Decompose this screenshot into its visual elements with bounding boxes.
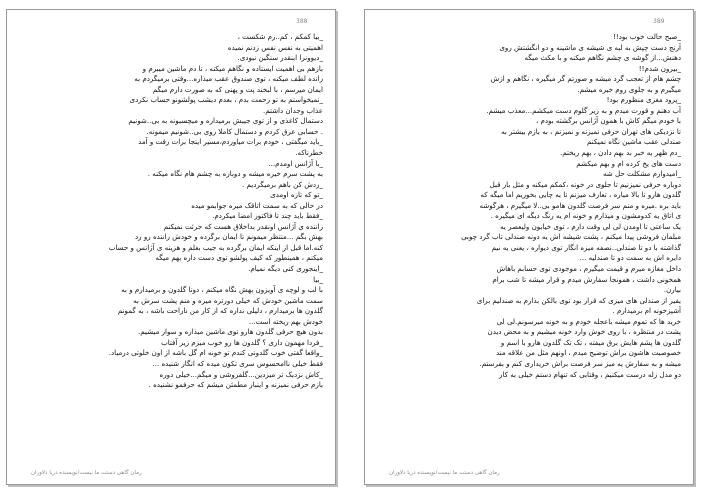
text-line: بازم حرفی نمیزنه و اینبار مطمئن میشم که حرفمو نشنیده .: [148, 380, 323, 390]
text-line: ایمان میرسم ، با لبخند پت و پهنی که به صورت دارم میگم: [152, 84, 323, 94]
text-line: _باید میگفتی ، خودم برات میاوردم،مسیر اینجا برات رفت و آمد: [138, 137, 323, 147]
text-line: خرید ها که تموم میشه باعجله خودم و به خونه میرسونم.لی لی: [496, 316, 681, 326]
text-line: _تو که تازه اومدی: [270, 190, 323, 200]
page-footer: رمان گاهی دستت ما نیست/نویسنده دریا دلاوران: [389, 470, 500, 476]
text-line: _اینجوری کنی دیگه نمیام.: [248, 264, 323, 274]
text-line: بدون هیچ حرفی گلدون هارو توی ماشین میذاره و سوار میشیم.: [137, 327, 323, 337]
text-line: _نمیخواستم به تو زحمت بدم ، بعدم دیشب پولشونو حساب نکردی: [129, 95, 323, 105]
text-line: _بیا: [313, 274, 323, 284]
left-page: [6, 9, 336, 485]
right-page: [364, 9, 694, 485]
text-line: دهنش...از گوشه ی چشم نگاهم میکنه و با مکث میگه: [524, 53, 681, 63]
page-footer: رمان گاهی دستت ما نیست/نویسنده دریا دلاوران: [31, 470, 142, 476]
text-line: دست های یخ کرده ام و بهم میکشم: [576, 158, 681, 168]
text-line: عذاب وجدان داشتم.: [262, 105, 323, 115]
text-line: بهش بگم ...منتظر میمونم تا ایمان برگرده و خودش راننده رو رد: [135, 232, 323, 242]
text-line: _فقط باید چند تا فاکتور امضا میکردم.: [212, 211, 323, 221]
text-line: _دم ظهر به خبر بد بهم دادن ، بهم ریختم.: [560, 148, 681, 158]
text-line: خطرناکه.: [295, 148, 323, 158]
text-line: کنه.اما قبل از اینکه ایمان برگرده به جیب بغلم و هزینه ی آژانس و حساب: [108, 242, 323, 252]
text-line: میگیرم و به جلوی روم خیره میشم.: [577, 84, 681, 94]
text-line: میشه و به سفارش یه میز سر فرصت براش خریداری کنم و بفرستم.: [479, 358, 681, 368]
text-line: گلدون ها برمیدارم ، دلیلی نداره که از کار من ناراحت باشه ، به گمونم: [117, 306, 323, 316]
text-line: در حالی که به سمت اتاقک میره جوابمو میده: [191, 200, 323, 210]
text-line: _بیا کمکم ، کم..رم شکست ،: [237, 32, 323, 41]
text-line: مبلمان فروشی پیدا میکنم ، پشت شیشه اش یه دونه صندلی تاب گرد چوبی: [461, 232, 681, 242]
text-line: _با آژانس اومدم...: [268, 158, 323, 168]
page-number: 389: [653, 18, 665, 25]
text-line: . حسابی عرق کردم و دستمال کاملا روی بی..شونیم میمونه.: [146, 126, 323, 136]
text-line: گلدون ها پشم هایش برق میفته ، تک تک گلدون هارو با اسم و: [500, 337, 681, 347]
text-line: آشپزخونه ام برمیدارم .: [612, 306, 681, 316]
text-line: فقط خیلی ناامحسوس سری تکون میده که انگار شنیده ...: [152, 358, 323, 368]
text-line: _پرود مغزی منظورم بود!: [606, 95, 681, 105]
text-line: دستمال کاغذی و از توی جیبش برمیداره و میچسبونه به بی..شونیم: [128, 116, 323, 126]
text-line: چشم هام از تعجب گرد میشه و صورتم گر میگیره ، نگاهم و ازش: [490, 74, 681, 84]
page-number: 388: [296, 18, 308, 25]
text-line: _بیرون شدم!!: [638, 63, 681, 73]
text-line: سمت ماشین خودش که خیلی دورتره میره و منم پشت سرش به: [133, 295, 323, 305]
text-line: دوباره حرفی نمیزنیم تا جلوی در خونه ،کمکم میکنه و مثل بار قبل: [489, 179, 681, 189]
text-line: رانده لطف میکنه ، توی صندوق عقب میذاره...وقتی برمیگردم به: [134, 74, 323, 84]
text-line: _دیوونرا ابنقدر سنگین نبودی.: [237, 53, 323, 63]
text-line: با خودم میگم کاش با همون آژانس برگشته بودم ،: [535, 116, 681, 126]
text-line: _کاش نزدیک تر میزدین...گلفروشی و میگم...خیلی دوره: [159, 369, 323, 379]
text-line: بازهم بی اهمیت ایستاده و نگاهم میکنه ، تا دم ماشین میبرم و: [142, 63, 323, 73]
text-line: دو مدل زله درست میکنیم ، وقتایی که تنهام دستم خیلی به کار: [499, 369, 681, 379]
text-line: میکنم ، همینطور که کیف پولشو توی دست داره بهم میگه: [155, 253, 323, 263]
text-line: _امیدوارم مشکلت حل شه: [602, 169, 681, 179]
text-line: _ردش کن باهم برمیگردیم .: [242, 179, 323, 189]
text-line: بیارن.: [663, 285, 681, 295]
text-line: داخل مغازه میرم و قیمت میگیرم ، موجودی توی حسابم باهاش: [496, 264, 681, 274]
text-line: آرنج دست چپش به لبه ی شیشه ی ماشینه و دو انگشتش روی: [499, 42, 681, 52]
text-line: یفیر از صندلی های میزی که قرار بود توی بالکن بذارم به صندلیم برای: [476, 295, 681, 305]
text-line: اهمیتی به نفس نفس زدنم نمیده: [227, 42, 323, 52]
text-line: همخونی داشت ، همونجا سفارش میدم و قرار میشه تا شب برام: [492, 274, 681, 284]
text-line: صندلی عقب ماشین نگاه نمیکنم: [587, 137, 681, 147]
text-line: _فردا مهمون داری ؟ گلدون ها رو خوب میزم زیر آفتاب: [161, 337, 323, 347]
text-line: یک ساعتی تا اومدن لی لی وقت دارم ، توی خیابون ولیعصر یه: [500, 221, 681, 231]
text-line: _واقعا گفتی خوب گلدونی کندم تو خونه ام گل باشه از اون خلوتی درمیاد.: [108, 348, 323, 358]
text-line: به پشت سرم خیره میشه و دوباره به چشم هام نگاه میکنه .: [147, 169, 323, 179]
text-line: باید بره .میره و منم سر فرصت گلدون هامو بی..لا میگیرم ، هرگوشه: [479, 200, 681, 210]
page-body: [385, 32, 681, 380]
text-line: _صبح حالت خوب بود!!: [613, 32, 681, 41]
text-line: ی اتاق یه کدومشون و میذارم و خونه ام یه رنگ دیگه ای میگیره .: [490, 211, 681, 221]
text-line: خصوصیت هاشون براش توضیح میدم ، اونهم مثل من علاقه مند: [495, 348, 681, 358]
text-line: گلدون هارو تا بالا میاره ، تعارف میزنم تا یه چایی بخوریم اما میگه که: [480, 190, 681, 200]
text-line: گذاشته با دو تا صندلی..نصفه میزه انگار توی دیواره ، یعنی یه نیم: [491, 242, 681, 252]
text-line: خودش بهم ریخته است...: [248, 316, 323, 326]
page-body: [27, 32, 323, 391]
text-line: دایره اش به سمت دو تا صندلیه ...: [579, 253, 681, 263]
text-line: تا نزدیکی های تهران حرفی نمیزنه و نمیزنم ، به بازم بیشتر به: [501, 126, 681, 136]
text-line: راننده ی آژانس اونقدر بداخلاق هست که جرئت نمیکنم: [163, 221, 323, 231]
text-line: با لب و لوچه ی آویزون بهش نگاه میکنم ، دونا گلدون و برمیدارم و به: [121, 285, 323, 295]
text-line: آب دهنم و قورت میدم و به زیر گلوم دست میکشم...معذب میشم.: [486, 105, 681, 115]
text-line: پشت در منتظره ، با روی خوش وارد خونه میشیم و به محض دیدن: [487, 327, 681, 337]
